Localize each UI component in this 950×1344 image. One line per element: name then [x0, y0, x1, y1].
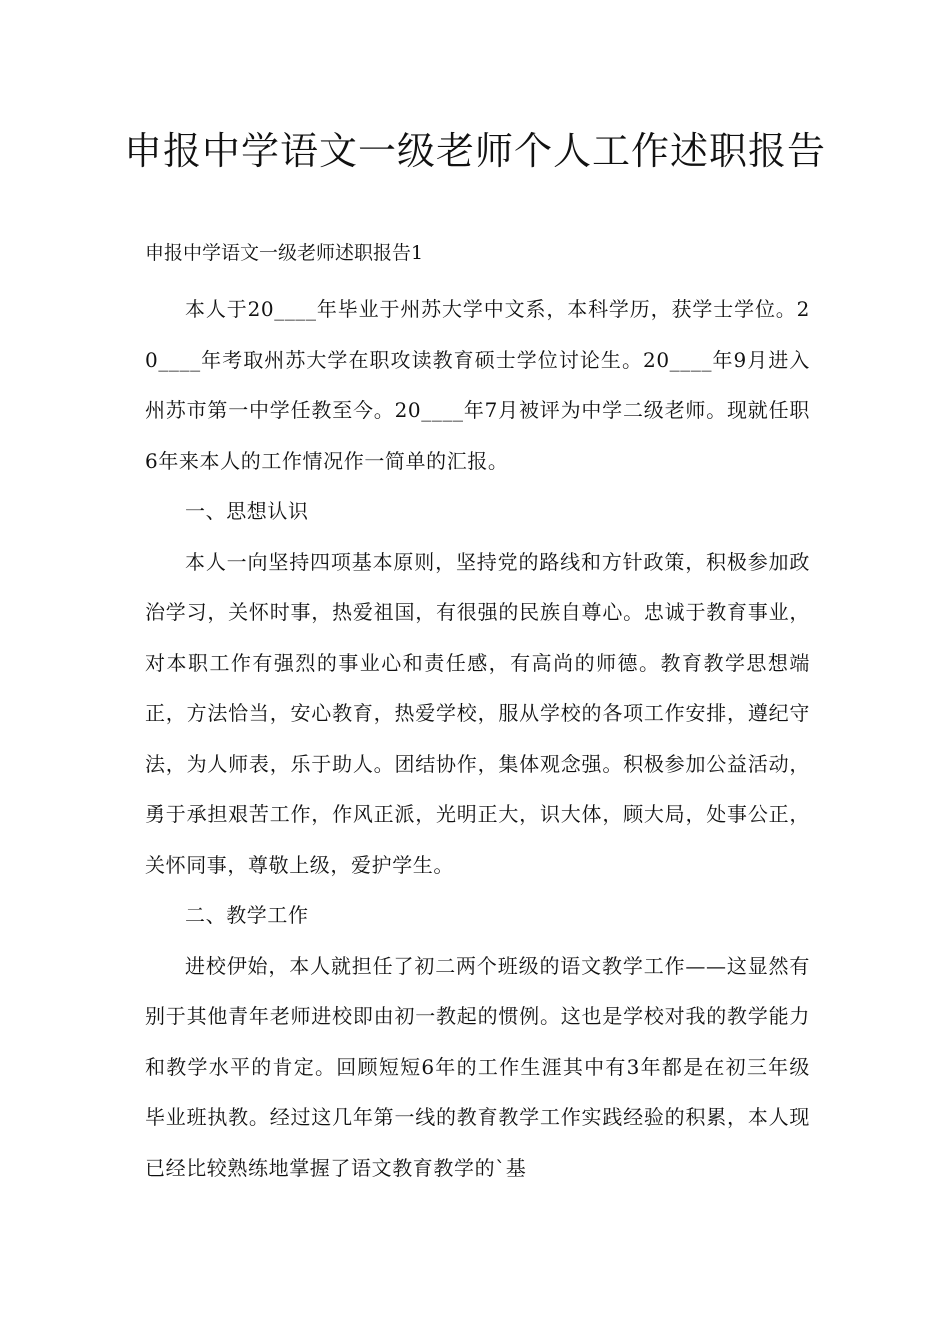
- intro-paragraph: 本人于20____年毕业于州苏大学中文系，本科学历，获学士学位。20____年考取州苏大学在职攻读教育硕士学位讨论生。20____年9月进入州苏市第一中学任教至今。20____年7月被评为中学二级老师。现就任职6年来本人的工作情况作一简单的汇报。: [145, 297, 810, 473]
- section-heading-teaching: 二、教学工作: [185, 903, 309, 927]
- teaching-paragraph: 进校伊始，本人就担任了初二两个班级的语文教学工作——这显然有别于其他青年老师进校即由初一教起的惯例。这也是学校对我的教学能力和教学水平的肯定。回顾短短6年的工作生涯其中有3年都是在初三年级毕业班执教。经过这几年第一线的教育教学工作实践经验的积累，本人现已经比较熟练地掌握了语文教育教学的`基: [145, 953, 810, 1180]
- section-heading-thought: 一、思想认识: [185, 499, 309, 523]
- document-title: 申报中学语文一级老师个人工作述职报告: [123, 129, 826, 173]
- thought-paragraph: 本人一向坚持四项基本原则，坚持党的路线和方针政策，积极参加政治学习，关怀时事，热爱祖国，有很强的民族自尊心。忠诚于教育事业，对本职工作有强烈的事业心和责任感，有高尚的师德。教育教学思想端正，方法恰当，安心教育，热爱学校，服从学校的各项工作安排，遵纪守法，为人师表，乐于助人。团结协作，集体观念强。积极参加公益活动，勇于承担艰苦工作，作风正派，光明正大，识大体，顾大局，处事公正，关怀同事，尊敬上级，爱护学生。: [145, 549, 810, 877]
- document-body: [145, 284, 810, 1193]
- document-subtitle: 申报中学语文一级老师述职报告1: [145, 242, 424, 264]
